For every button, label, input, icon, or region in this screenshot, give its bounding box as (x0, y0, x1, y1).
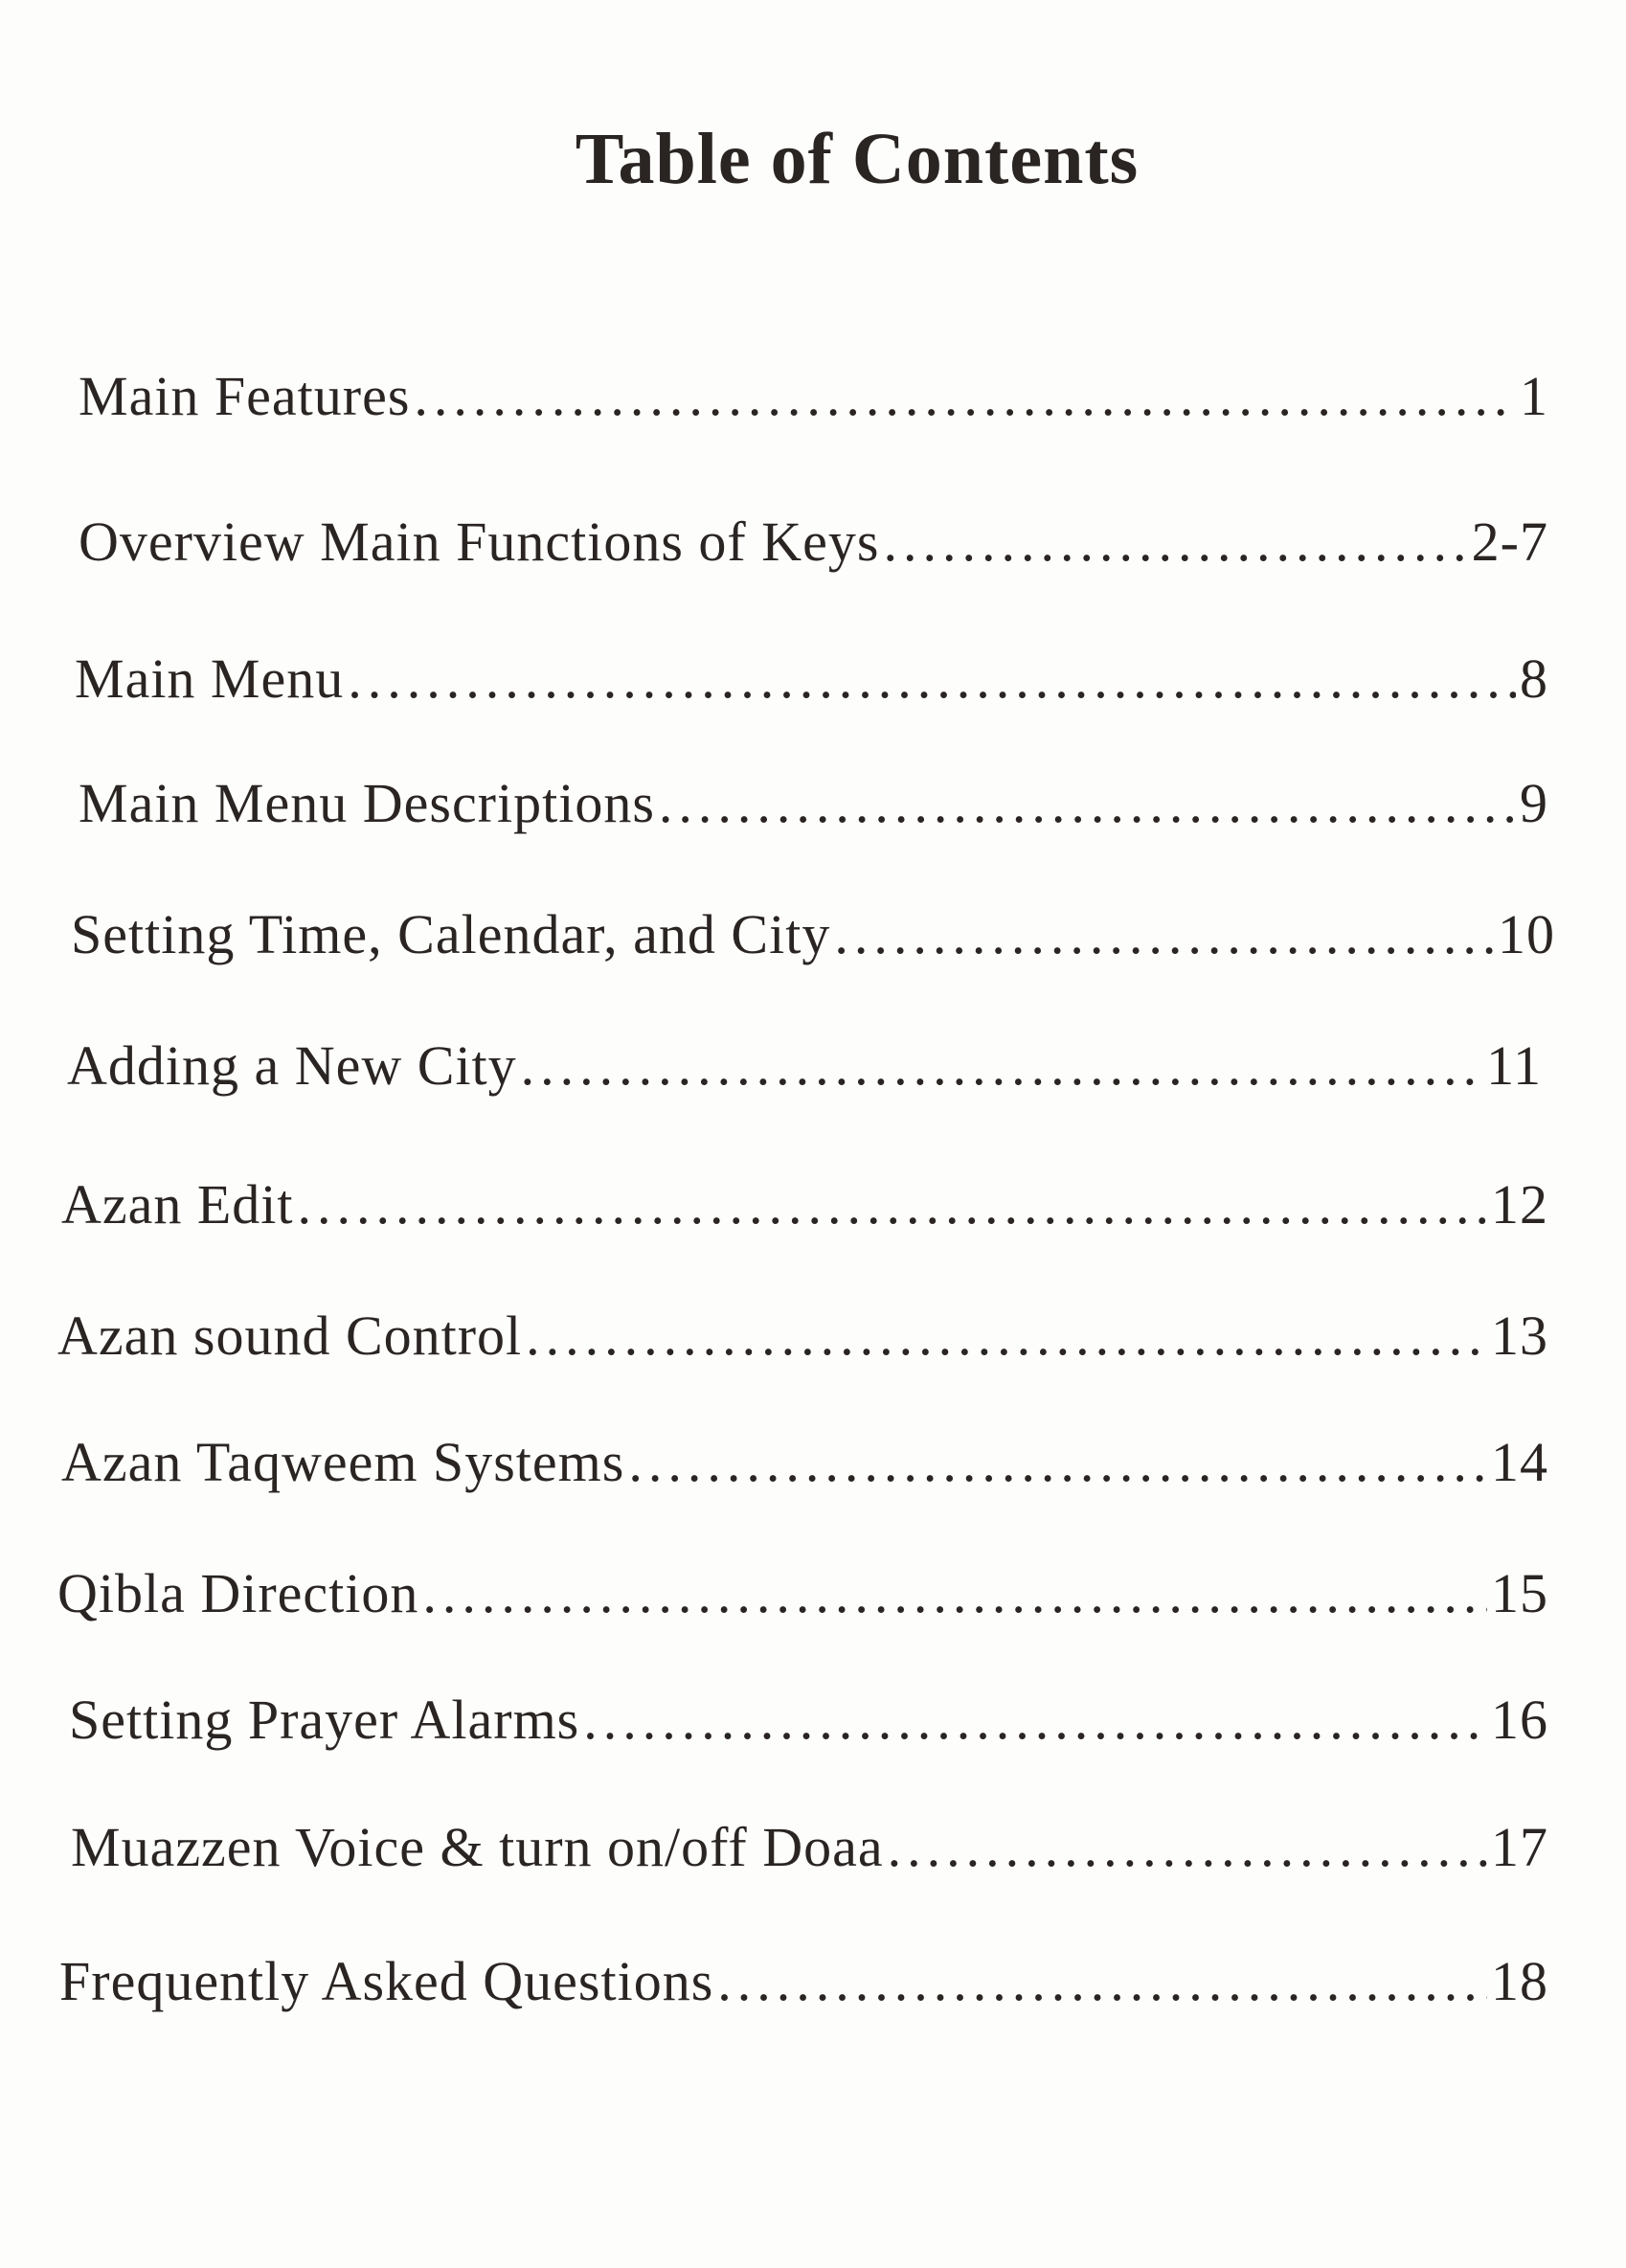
toc-entry-page: 13 (1491, 1308, 1548, 1367)
toc-entry-page: 2-7 (1471, 514, 1548, 573)
dot-leader (834, 907, 1494, 963)
toc-entry-page: 11 (1486, 1038, 1542, 1097)
toc-entry-page: 16 (1491, 1692, 1548, 1751)
toc-entry-label: Muazzen Voice & turn on/off Doaa (71, 1820, 884, 1878)
toc-entry-label: Overview Main Functions of Keys (79, 514, 880, 573)
toc-entry-label: Setting Prayer Alarms (69, 1692, 580, 1751)
toc-entry-label: Qibla Direction (57, 1566, 419, 1624)
toc-entry-faq[interactable] (59, 1954, 1548, 2021)
toc-entry-qibla-direction[interactable] (57, 1566, 1548, 1633)
toc-entry-azan-edit[interactable] (61, 1177, 1548, 1244)
toc-entry-label: Frequently Asked Questions (59, 1954, 714, 2012)
toc-entry-page: 17 (1491, 1820, 1548, 1878)
toc-entry-label: Azan sound Control (57, 1308, 523, 1367)
dot-leader (717, 1954, 1487, 2009)
dot-leader (888, 1820, 1487, 1875)
toc-entry-main-menu[interactable] (75, 651, 1548, 718)
toc-entry-label: Main Menu Descriptions (79, 776, 655, 834)
dot-leader (521, 1038, 1482, 1094)
toc-entry-main-menu-descriptions[interactable] (79, 776, 1548, 843)
toc-entry-overview-keys[interactable] (79, 514, 1548, 581)
dot-leader (659, 776, 1516, 831)
page-title: Table of Contents (575, 119, 1140, 199)
toc-entry-label: Main Menu (75, 651, 345, 710)
dot-leader (526, 1308, 1487, 1364)
dot-leader (298, 1177, 1487, 1233)
dot-leader (628, 1435, 1487, 1490)
toc-entry-page: 8 (1520, 651, 1548, 710)
toc-entry-page: 10 (1498, 907, 1555, 965)
toc-entry-setting-time[interactable] (71, 907, 1555, 974)
toc-entry-page: 15 (1491, 1566, 1548, 1624)
toc-entry-adding-city[interactable] (67, 1038, 1542, 1105)
toc-entry-page: 1 (1520, 369, 1548, 427)
toc-entry-azan-sound[interactable] (57, 1308, 1548, 1375)
dot-leader (414, 369, 1516, 424)
dot-leader (883, 514, 1467, 570)
toc-entry-page: 18 (1491, 1954, 1548, 2012)
toc-entry-label: Setting Time, Calendar, and City (71, 907, 831, 965)
toc-entry-page: 14 (1491, 1435, 1548, 1493)
toc-entry-main-features[interactable] (79, 369, 1548, 436)
toc-entry-muazzen-voice[interactable] (71, 1820, 1548, 1887)
dot-leader (422, 1566, 1487, 1622)
toc-entry-page: 12 (1491, 1177, 1548, 1236)
toc-entry-label: Azan Edit (61, 1177, 294, 1236)
toc-entry-azan-taqweem[interactable] (61, 1435, 1548, 1502)
toc-entry-prayer-alarms[interactable] (69, 1692, 1548, 1759)
toc-entry-label: Main Features (79, 369, 411, 427)
toc-entry-label: Azan Taqweem Systems (61, 1435, 625, 1493)
toc-entry-page: 9 (1520, 776, 1548, 834)
toc-entry-label: Adding a New City (67, 1038, 517, 1097)
dot-leader (583, 1692, 1487, 1748)
dot-leader (348, 651, 1516, 707)
